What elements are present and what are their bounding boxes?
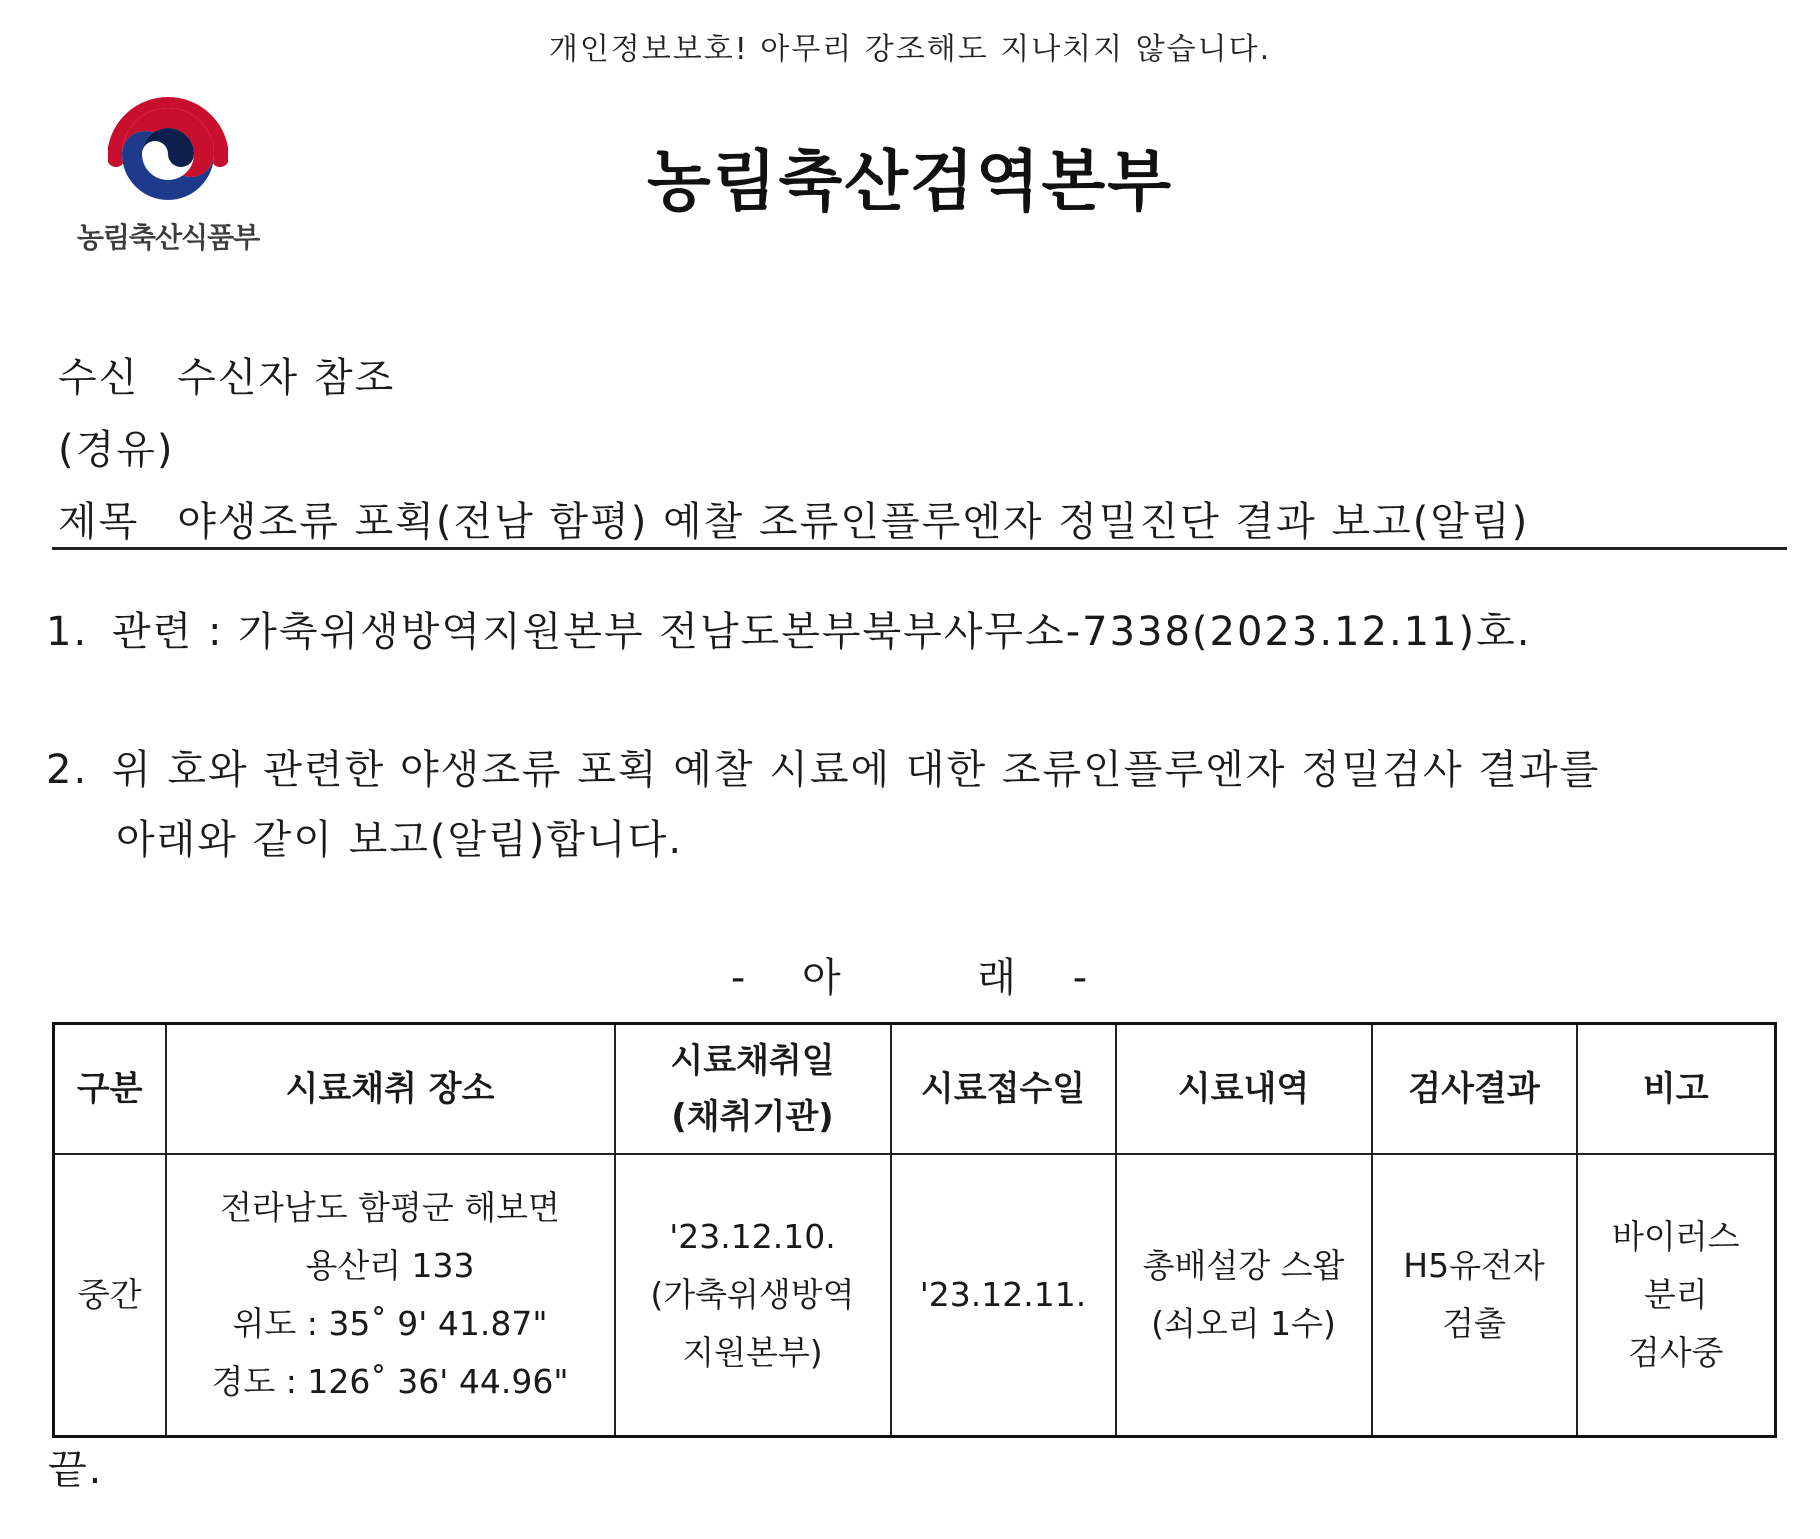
header-receipt-date: 시료접수일: [891, 1024, 1116, 1155]
cell-sample-location: 전라남도 함평군 해보면 용산리 133 위도 : 35˚ 9' 41.87" 경도 : 126˚ 36' 44.96": [166, 1154, 615, 1437]
cell-category: 중간: [54, 1154, 166, 1437]
paragraph-number: 2.: [46, 747, 89, 793]
below-heading: [0, 946, 1820, 1003]
subject-line: [58, 490, 1529, 547]
table-header-row: [54, 1024, 1776, 1155]
paragraph-text: 위 호와 관련한 야생조류 포획 예찰 시료에 대한 조류인플루엔자 정밀검사 결과를: [112, 747, 1601, 793]
cell-remarks: 바이러스 분리 검사중: [1577, 1154, 1776, 1437]
subject-key: 제목: [58, 499, 140, 545]
ministry-name: 농림축산식품부: [76, 221, 260, 254]
cell-sample-details: 총배설강 스왑 (쇠오리 1수): [1116, 1154, 1372, 1437]
cell-receipt-date: '23.12.11.: [891, 1154, 1116, 1437]
dash-right: -: [1072, 955, 1090, 1001]
dash-left: -: [730, 955, 748, 1001]
header-divider: [52, 547, 1787, 550]
result-table: [52, 1022, 1777, 1438]
subject-value: 야생조류 포획(전남 함평) 예찰 조류인플루엔자 정밀진단 결과 보고(알림): [177, 499, 1530, 545]
end-mark: 끝.: [48, 1447, 104, 1493]
heading-char-a: 아: [802, 955, 843, 1001]
via-line: (경유): [58, 427, 175, 473]
paragraph-2: [46, 738, 1600, 795]
paragraph-text: 관련 : 가축위생방역지원본부 전남도본부북부사무소-7338(2023.12.11)호.: [112, 609, 1532, 655]
paragraph-1: [46, 600, 1532, 657]
header-category: 구분: [54, 1024, 166, 1155]
org-title: 농림축산검역본부: [646, 143, 1174, 220]
header-sample-location: 시료채취 장소: [166, 1024, 615, 1155]
header-test-result: 검사결과: [1372, 1024, 1577, 1155]
cell-sample-date: '23.12.10. (가축위생방역 지원본부): [615, 1154, 891, 1437]
recipient-key: 수신: [58, 355, 140, 401]
recipient-value: 수신자 참조: [177, 355, 396, 401]
paragraph-number: 1.: [46, 609, 89, 655]
header-sample-date: 시료채취일 (채취기관): [615, 1024, 891, 1155]
heading-char-rae: 래: [977, 955, 1018, 1001]
cell-test-result: H5유전자 검출: [1372, 1154, 1577, 1437]
header-sample-details: 시료내역: [1116, 1024, 1372, 1155]
privacy-banner: 개인정보보호! 아무리 강조해도 지나치지 않습니다.: [548, 32, 1272, 67]
paragraph-2-continuation: 아래와 같이 보고(알림)합니다.: [116, 817, 684, 863]
table-row: [54, 1154, 1776, 1437]
header-remarks: 비고: [1577, 1024, 1776, 1155]
recipient-line: [58, 346, 395, 403]
